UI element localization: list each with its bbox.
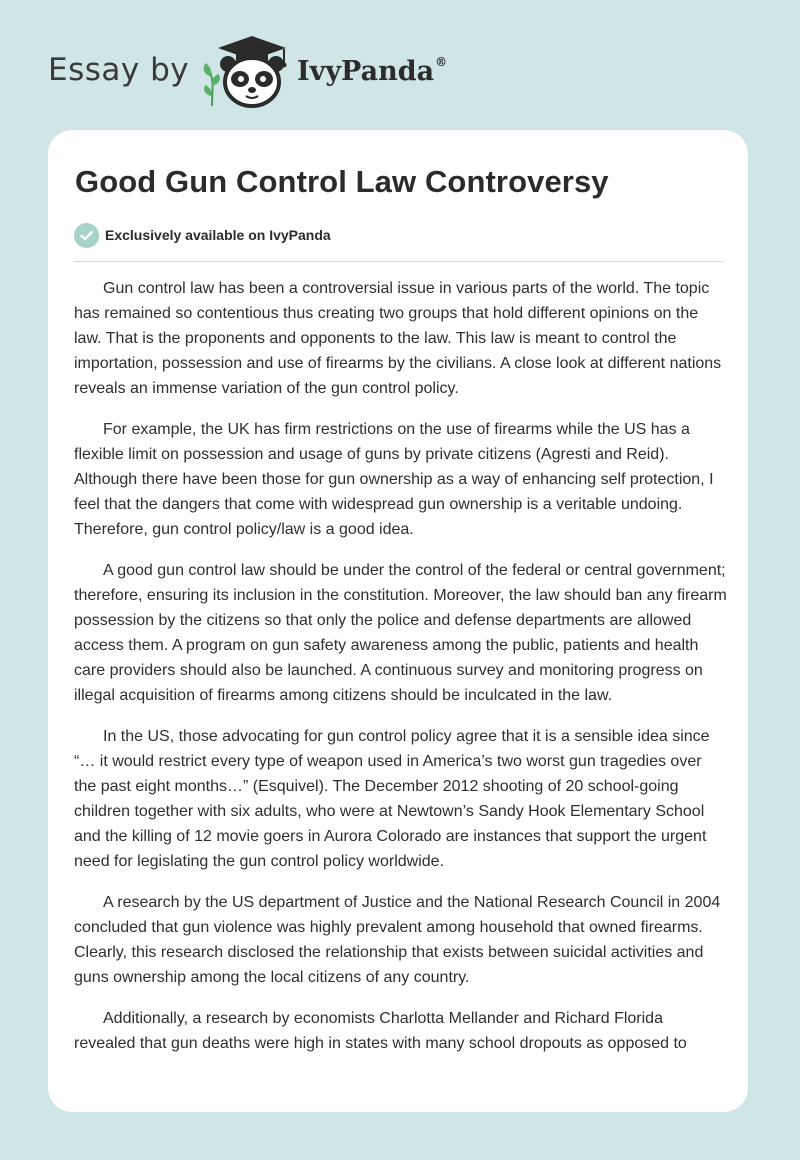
check-circle-icon xyxy=(74,223,99,248)
paragraph: Gun control law has been a controversial issue in various parts of the world. The topic has remained so contentious thus creating two groups that hold different opinions on the law. That is the proponents and opponents to the law. This law is meant to control the importation, possession and use of firearms by the civilians. A close look at different nations reveals an immense variation of the gun control policy. xyxy=(74,280,722,397)
essay-by-label: Essay by xyxy=(48,52,190,88)
registered-mark: ® xyxy=(435,55,448,69)
essay-card xyxy=(48,130,748,1112)
essay-body xyxy=(74,276,728,1072)
exclusive-badge xyxy=(74,222,331,248)
paragraph: For example, the UK has firm restrictions on the use of firearms while the US has a flexible limit on possession and usage of guns by private citizens (Agresti and Reid). Although there have been those for gun ownership as a way of enhancing self protection, I feel that the dangers that come with widespread gun ownership is a veritable undoing. Therefore, gun control policy/law is a good idea. xyxy=(74,421,714,538)
panda-graduate-icon[interactable] xyxy=(200,34,295,109)
brand-logo-text[interactable]: IvyPanda® xyxy=(297,55,448,87)
paragraph: A research by the US department of Justice and the National Research Council in 2004 concluded that gun violence was highly prevalent among household that owned firearms. Clearly, this research disclosed the relationship that exists between suicidal activities and guns ownership among the local citizens of any country. xyxy=(74,894,721,986)
paragraph: In the US, those advocating for gun control policy agree that it is a sensible idea since “… it would restrict every type of weapon used in America’s two worst gun tragedies over the past eight months…” (Esquivel). The December 2012 shooting of 20 school-going children together with six adults, who were at Newtown’s Sandy Hook Elementary School and the killing of 12 movie goers in Aurora Colorado are instances that support the urgent need for legislating the gun control policy worldwide. xyxy=(74,728,710,870)
paragraph: A good gun control law should be under the control of the federal or central government; therefore, ensuring its inclusion in the constitution. Moreover, the law should ban any firearm possession by the citizens so that only the police and defense departments are allowed access them. A program on gun safety awareness among the public, patients and health care providers should also be launched. A continuous survey and monitoring progress on illegal acquisition of firearms among citizens should be inculcated in the law. xyxy=(74,562,727,704)
site-header xyxy=(0,0,800,120)
divider xyxy=(74,261,723,262)
paragraph: Additionally, a research by economists Charlotta Mellander and Richard Florida revealed that gun deaths were high in states with many school dropouts as opposed to xyxy=(74,1010,687,1052)
page-title: Good Gun Control Law Controversy xyxy=(75,164,609,199)
exclusive-label: Exclusively available on IvyPanda xyxy=(105,227,331,243)
